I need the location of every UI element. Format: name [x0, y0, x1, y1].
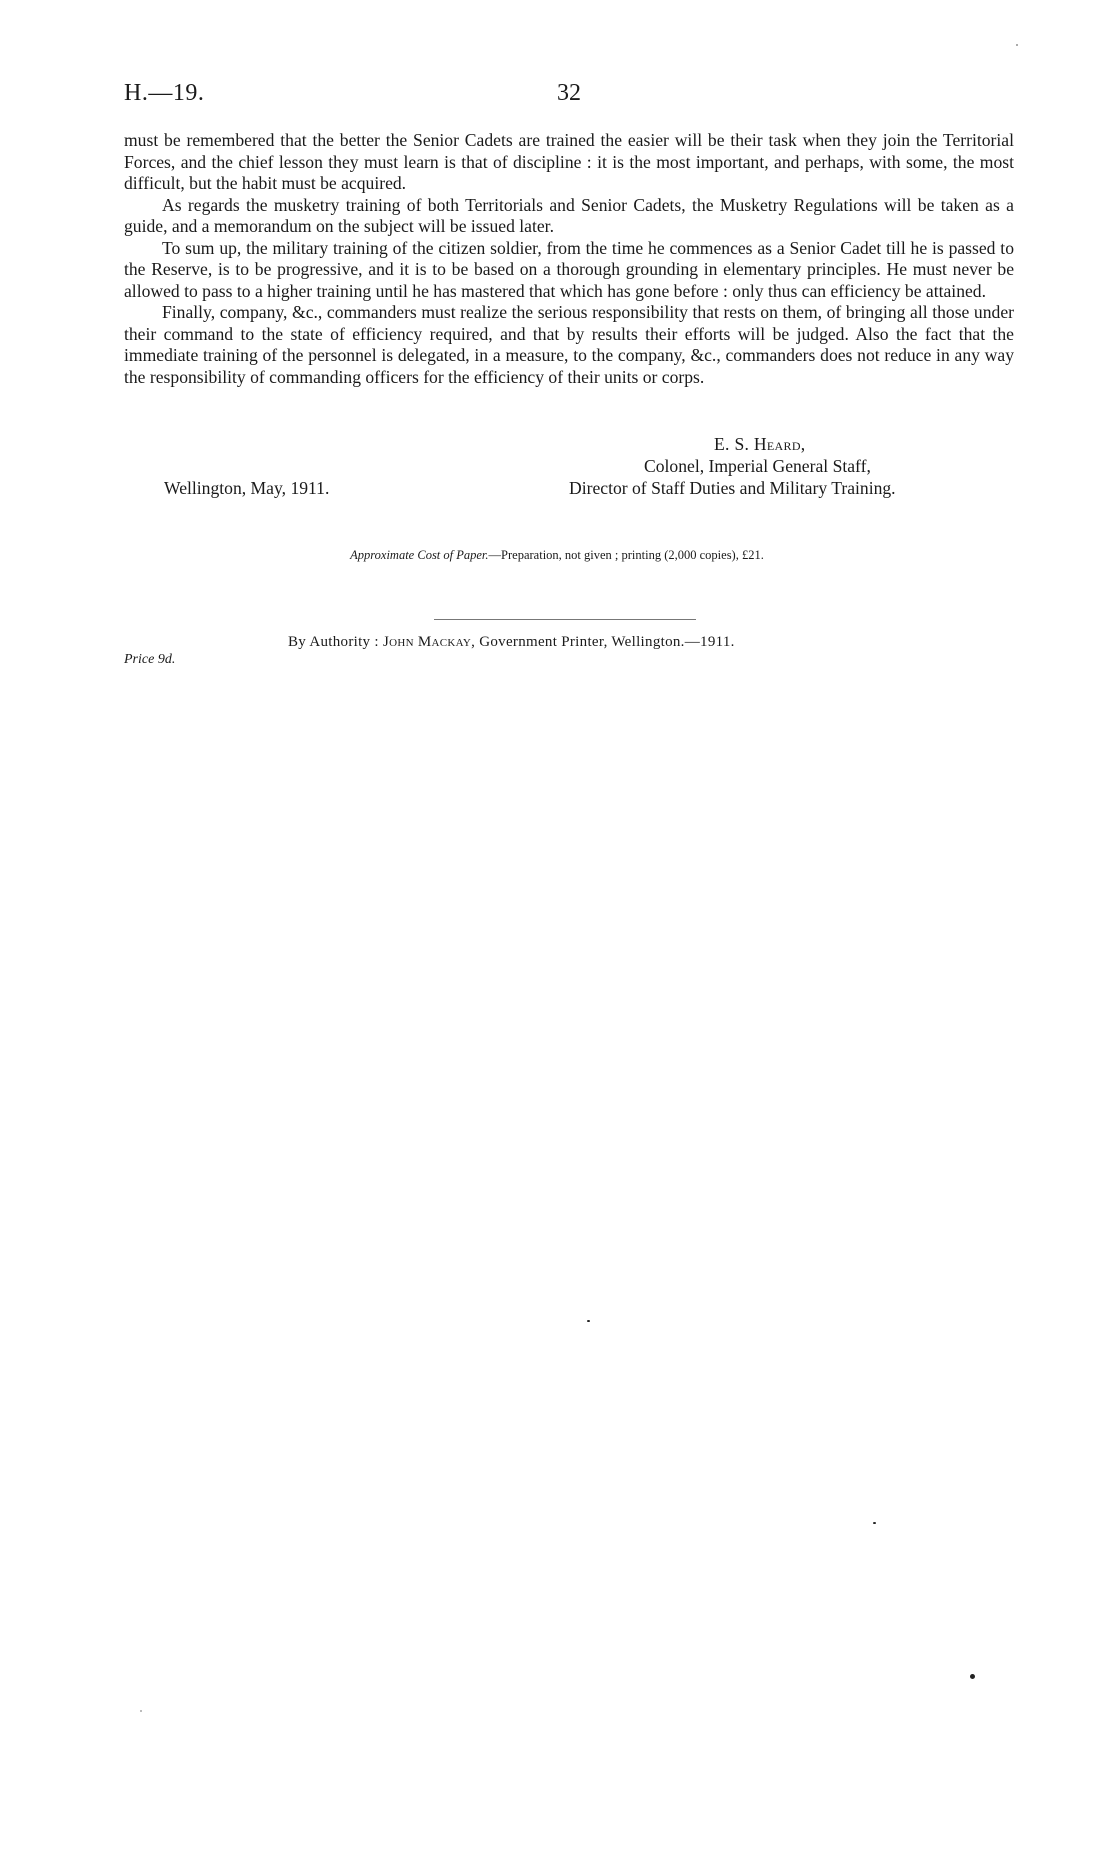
signatory-role: Director of Staff Duties and Military Training. [569, 478, 896, 498]
signature-block [124, 434, 1014, 514]
scan-speck [587, 1320, 590, 1322]
scan-speck [970, 1674, 975, 1679]
printer-name: John Mackay, [382, 634, 476, 650]
place-date: Wellington, May, 1911. [164, 478, 330, 498]
document-reference: H.—19. [124, 80, 205, 106]
paragraph-1: must be remembered that the better the Senior Cadets are trained the easier will be their task when they join the Territorial Forces, and the chief lesson they must learn is that of discipline : it is the most important, and perhaps, with some, the most difficult, but the habit must be acquired. [124, 130, 1014, 193]
paragraph-4: Finally, company, &c., commanders must realize the serious responsibility that rests on them, of bringing all those under their command to the state of efficiency required, and that by results their efforts will be judged. Also the fact that the immediate training of the personnel is delegated, in a measure, to the company, &c., commanders does not reduce in any way the responsibility of commanding officers for the efficiency of their units or corps. [124, 302, 1014, 387]
paragraph-3: To sum up, the military training of the citizen soldier, from the time he commences as a Senior Cadet till he is passed to the Reserve, is to be progressive, and it is to be based on a thorough grounding in elementary principles. He must never be allowed to pass to a higher training until he has mastered that which has gone before : only thus can efficiency be attained. [124, 237, 1014, 301]
page-header [124, 80, 1014, 110]
scan-speck [1016, 44, 1018, 46]
footer-rule [434, 619, 696, 620]
cost-text: —Preparation, not given ; printing (2,000 copies), £21. [488, 548, 764, 562]
authority-suffix: Government Printer, Wellington.—1911. [479, 634, 735, 650]
scan-speck [140, 1710, 142, 1712]
printer-authority [288, 634, 735, 651]
paragraph-2: As regards the musketry training of both Territorials and Senior Cadets, the Musketry Regulations will be taken as a guide, and a memorandum on the subject will be issued later. [124, 194, 1014, 236]
body-text [124, 130, 1014, 388]
price: Price 9d. [124, 652, 176, 667]
scan-speck [873, 1522, 876, 1524]
signatory-name: E. S. Heard, [714, 434, 806, 454]
cost-of-paper-note [0, 548, 1114, 563]
signatory-title: Colonel, Imperial General Staff, [644, 456, 871, 476]
cost-label: Approximate Cost of Paper. [350, 548, 489, 562]
authority-prefix: By Authority : [288, 634, 379, 650]
page-number: 32 [557, 80, 581, 106]
